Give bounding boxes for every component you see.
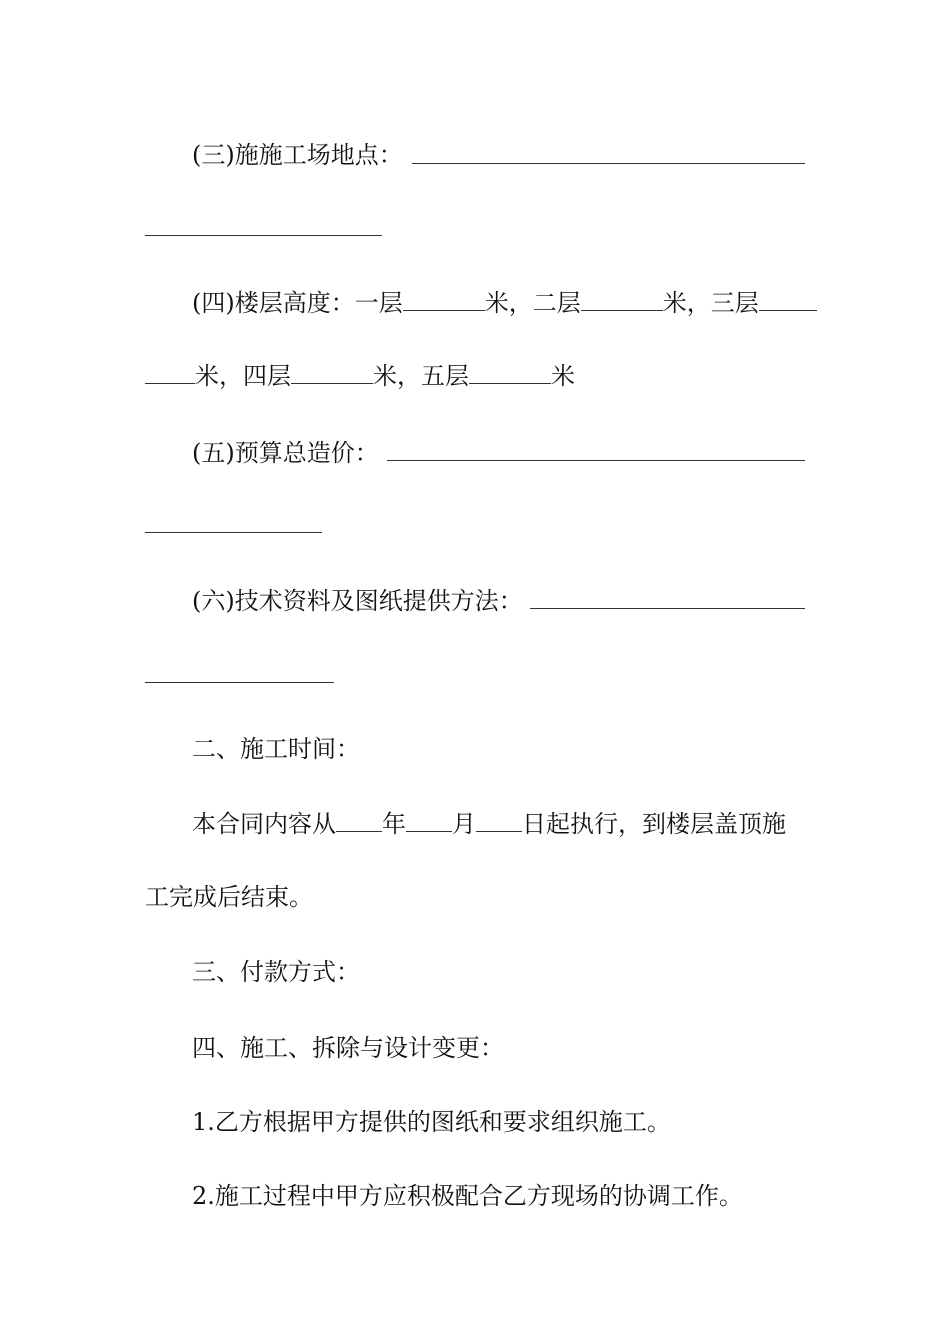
budget-label: (五)预算总造价：: [192, 439, 379, 467]
tech-materials-blank: [530, 608, 805, 609]
item-2-text: 2.施工过程中甲方应积极配合乙方现场的协调工作。: [192, 1182, 743, 1210]
floor-mi-5: 米: [551, 362, 575, 390]
section-4-title-text: 四、施工、拆除与设计变更：: [192, 1034, 504, 1062]
section-2-year: 年: [382, 810, 406, 838]
section-4-title: [192, 1030, 504, 1066]
floor-mi-4: 米，五层: [373, 362, 469, 390]
year-blank: [336, 830, 382, 832]
site-location-blank: [412, 163, 805, 164]
floor4-blank: [291, 382, 373, 384]
section-2-title-text: 二、施工时间：: [192, 735, 360, 763]
section-2-text-cont: [145, 879, 313, 915]
section-2-month: 月: [452, 810, 476, 838]
site-location-line: [192, 137, 403, 173]
tech-materials-blank-cont: [145, 682, 334, 683]
section-3-title: [192, 954, 360, 990]
section-2-text-c: 工完成后结束。: [145, 883, 313, 911]
item-1-text: 1.乙方根据甲方提供的图纸和要求组织施工。: [192, 1108, 671, 1136]
section-2-text-a: 本合同内容从: [192, 810, 336, 838]
floor-height-line: [192, 285, 817, 321]
section-2-text-b: 日起执行，到楼层盖顶施: [522, 810, 786, 838]
item-1: [192, 1104, 671, 1140]
site-location-label: (三)施施工场地点：: [192, 141, 403, 169]
tech-materials-label: (六)技术资料及图纸提供方法：: [192, 587, 523, 615]
day-blank: [476, 830, 522, 832]
floor-height-label: (四)楼层高度：一层: [192, 289, 403, 317]
floor-mi-1: 米，二层: [484, 289, 581, 317]
month-blank: [406, 830, 452, 832]
floor-mi-3: 米，四层: [195, 362, 291, 390]
site-location-blank-cont: [145, 235, 382, 236]
floor3-blank-cont: [145, 382, 195, 384]
floor1-blank: [403, 309, 485, 311]
item-2: [192, 1178, 743, 1214]
tech-materials-line: [192, 583, 523, 619]
floor2-blank: [581, 309, 663, 311]
section-2-title: [192, 731, 360, 767]
section-3-title-text: 三、付款方式：: [192, 958, 360, 986]
section-2-text-line: [192, 806, 786, 842]
floor-mi-2: 米，三层: [662, 289, 759, 317]
floor3-blank: [759, 309, 817, 311]
budget-blank-cont: [145, 532, 322, 533]
budget-line: [192, 435, 379, 471]
budget-blank: [387, 460, 805, 461]
floor5-blank: [469, 382, 551, 384]
floor-height-line-cont: [145, 358, 575, 394]
